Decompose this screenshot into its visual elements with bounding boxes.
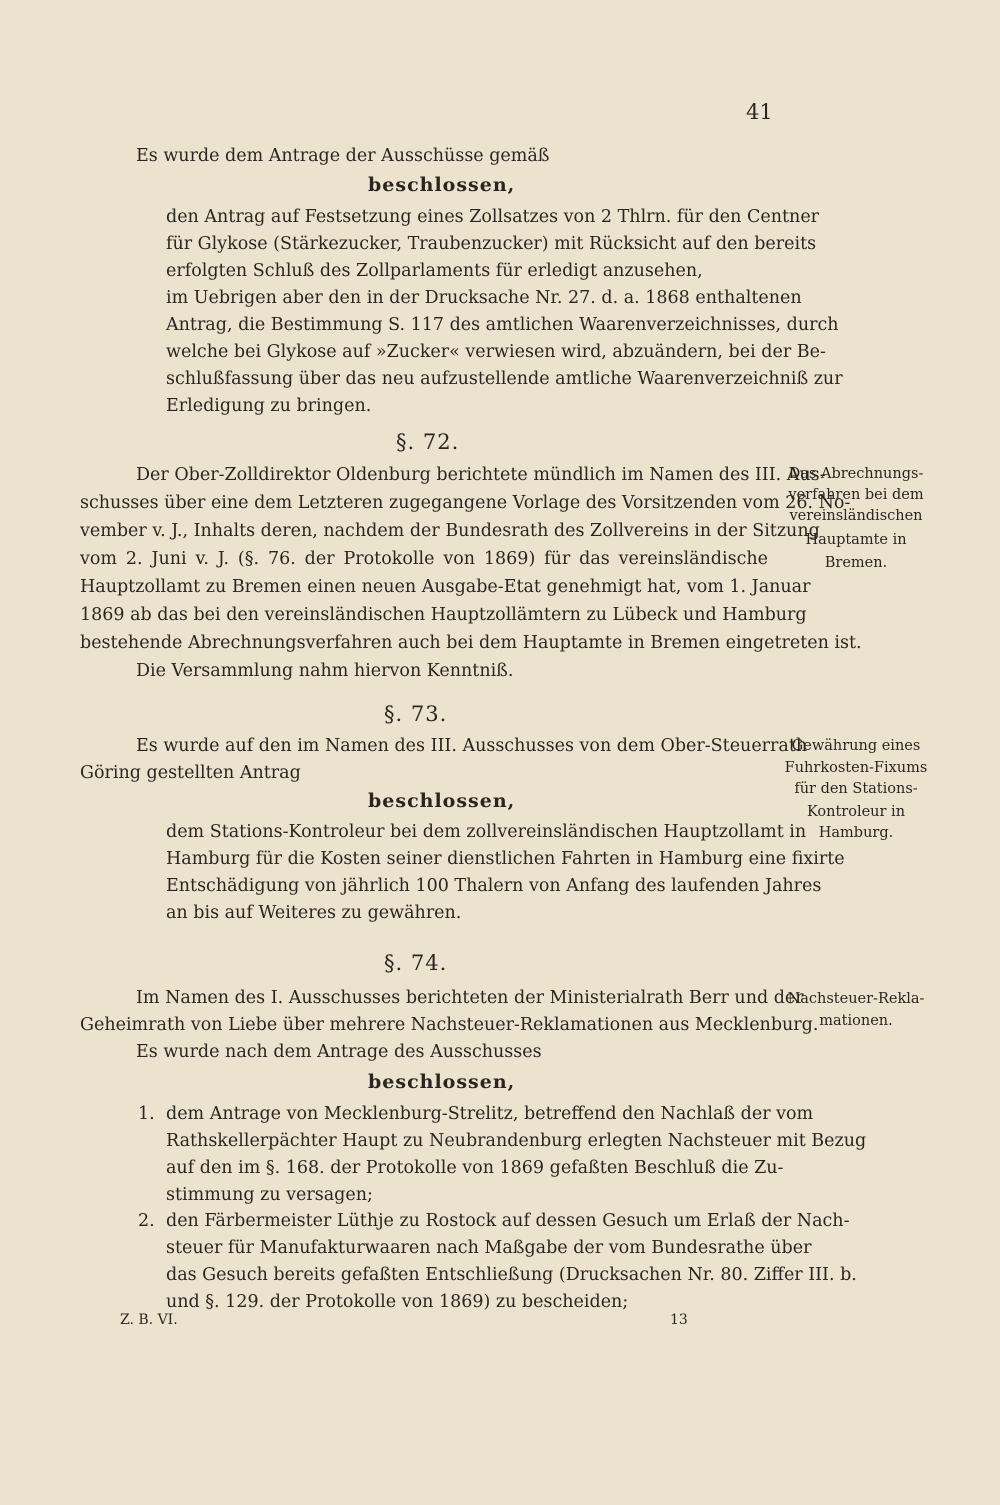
section-73-line: Es wurde auf den im Namen des III. Ausschusses von dem Ober-Steuerrath [136,736,808,756]
section-heading-73: §. 73. [384,702,448,726]
section-heading-74: §. 74. [384,951,448,975]
list-item-1-line: dem Antrage von Mecklenburg-Strelitz, betreffend den Nachlaß der vom [166,1104,814,1124]
margin-note-line: Das Abrechnungs- [788,466,924,482]
intro-resolution-line: Erledigung zu bringen. [166,396,372,416]
section-73-line: Göring gestellten Antrag [80,763,301,783]
list-item-1-line: Rathskellerpächter Haupt zu Neubrandenburg erlegten Nachsteuer mit Bezug [166,1131,867,1151]
margin-note-line: Bremen. [824,555,888,571]
margin-note-line: Hauptamte in [805,532,907,548]
intro-resolution-line: erfolgten Schluß des Zollparlaments für erledigt anzusehen, [166,261,703,281]
section-72-line: 1869 ab das bei den vereinsländischen Hauptzollämtern zu Lübeck und Hamburg [80,605,807,625]
footer-signature-mark: Z. B. VI. [120,1312,178,1328]
section-73-resolution-line: an bis auf Weiteres zu gewähren. [166,903,462,923]
list-item-2-line: steuer für Manufakturwaaren nach Maßgabe der vom Bundesrathe über [166,1238,812,1258]
margin-note-line: mationen. [819,1013,893,1029]
intro-resolution-line: den Antrag auf Festsetzung eines Zollsatzes von 2 Thlrn. für den Centner [166,207,820,227]
section-74-line: Im Namen des I. Ausschusses berichteten der Ministerialrath Berr und der [136,988,804,1008]
section-73-resolution-line: Hamburg für die Kosten seiner dienstlichen Fahrten in Hamburg eine fixirte [166,849,845,869]
section-72-line: Hauptzollamt zu Bremen einen neuen Ausgabe-Etat genehmigt hat, vom 1. Januar [80,577,811,597]
section-72-line: vember v. J., Inhalts deren, nachdem der Bundesrath des Zollvereins in der Sitzung [80,521,820,541]
intro-resolution-line: Antrag, die Bestimmung S. 117 des amtlichen Waarenverzeichnisses, durch [166,315,839,335]
list-item-2-line: das Gesuch bereits gefaßten Entschließung (Drucksachen Nr. 80. Ziffer III. b. [166,1265,857,1285]
list-item-2-line: den Färbermeister Lüthje zu Rostock auf dessen Gesuch um Erlaß der Nach- [166,1211,850,1231]
list-item-1-line: stimmung zu versagen; [166,1185,373,1205]
page-number: 41 [746,100,773,124]
list-item-1-line: auf den im §. 168. der Protokolle von 1869 gefaßten Beschluß die Zu- [166,1158,784,1178]
resolution-heading: beschlossen, [368,790,516,812]
intro-resolution-line: für Glykose (Stärkezucker, Traubenzucker) mit Rücksicht auf den bereits [166,234,817,254]
footer-sheet-number: 13 [670,1312,688,1328]
margin-note-line: für den Stations- [794,781,918,797]
resolution-heading: beschlossen, [368,174,516,196]
section-72-line: bestehende Abrechnungsverfahren auch bei dem Hauptamte in Bremen eingetreten ist. [80,633,862,653]
section-72-line: Der Ober-Zolldirektor Oldenburg berichtete mündlich im Namen des III. Aus- [136,465,826,485]
margin-note-line: Fuhrkosten-Fixums [784,760,928,776]
list-item-2-line: und §. 129. der Protokolle von 1869) zu bescheiden; [166,1292,629,1312]
margin-note-line: Nachsteuer-Rekla- [787,991,925,1007]
margin-note-line: Kontroleur in [806,804,906,820]
section-heading-72: §. 72. [396,430,460,454]
section-74-line: Geheimrath von Liebe über mehrere Nachsteuer-Reklamationen aus Mecklenburg. [80,1015,819,1035]
intro-line: Es wurde dem Antrage der Ausschüsse gemäß [136,146,550,166]
section-72-line: schusses über eine dem Letzteren zugegangene Vorlage des Vorsitzenden vom 26. No- [80,493,851,513]
list-number: 1. [138,1104,155,1124]
resolution-heading: beschlossen, [368,1071,516,1093]
intro-resolution-line: welche bei Glykose auf »Zucker« verwiesen wird, abzuändern, bei der Be- [166,342,826,362]
margin-note-line: Gewährung eines [791,738,921,754]
section-73-resolution-line: Entschädigung von jährlich 100 Thalern von Anfang des laufenden Jahres [166,876,822,896]
margin-note-line: Hamburg. [818,825,894,841]
section-74-line: Es wurde nach dem Antrage des Ausschusses [136,1042,542,1062]
intro-resolution-line: im Uebrigen aber den in der Drucksache Nr. 27. d. a. 1868 enthaltenen [166,288,802,308]
section-72-line: Die Versammlung nahm hiervon Kenntniß. [136,661,514,681]
margin-note-line: vereinsländischen [789,508,923,524]
list-number: 2. [138,1211,155,1231]
section-72-line: vom 2. Juni v. J. (§. 76. der Protokolle von 1869) für das vereinsländische [80,549,768,569]
section-73-resolution-line: dem Stations-Kontroleur bei dem zollvereinsländischen Hauptzollamt in [166,822,807,842]
margin-note-line: verfahren bei dem [788,487,924,503]
intro-resolution-line: schlußfassung über das neu aufzustellende amtliche Waarenverzeichniß zur [166,369,843,389]
